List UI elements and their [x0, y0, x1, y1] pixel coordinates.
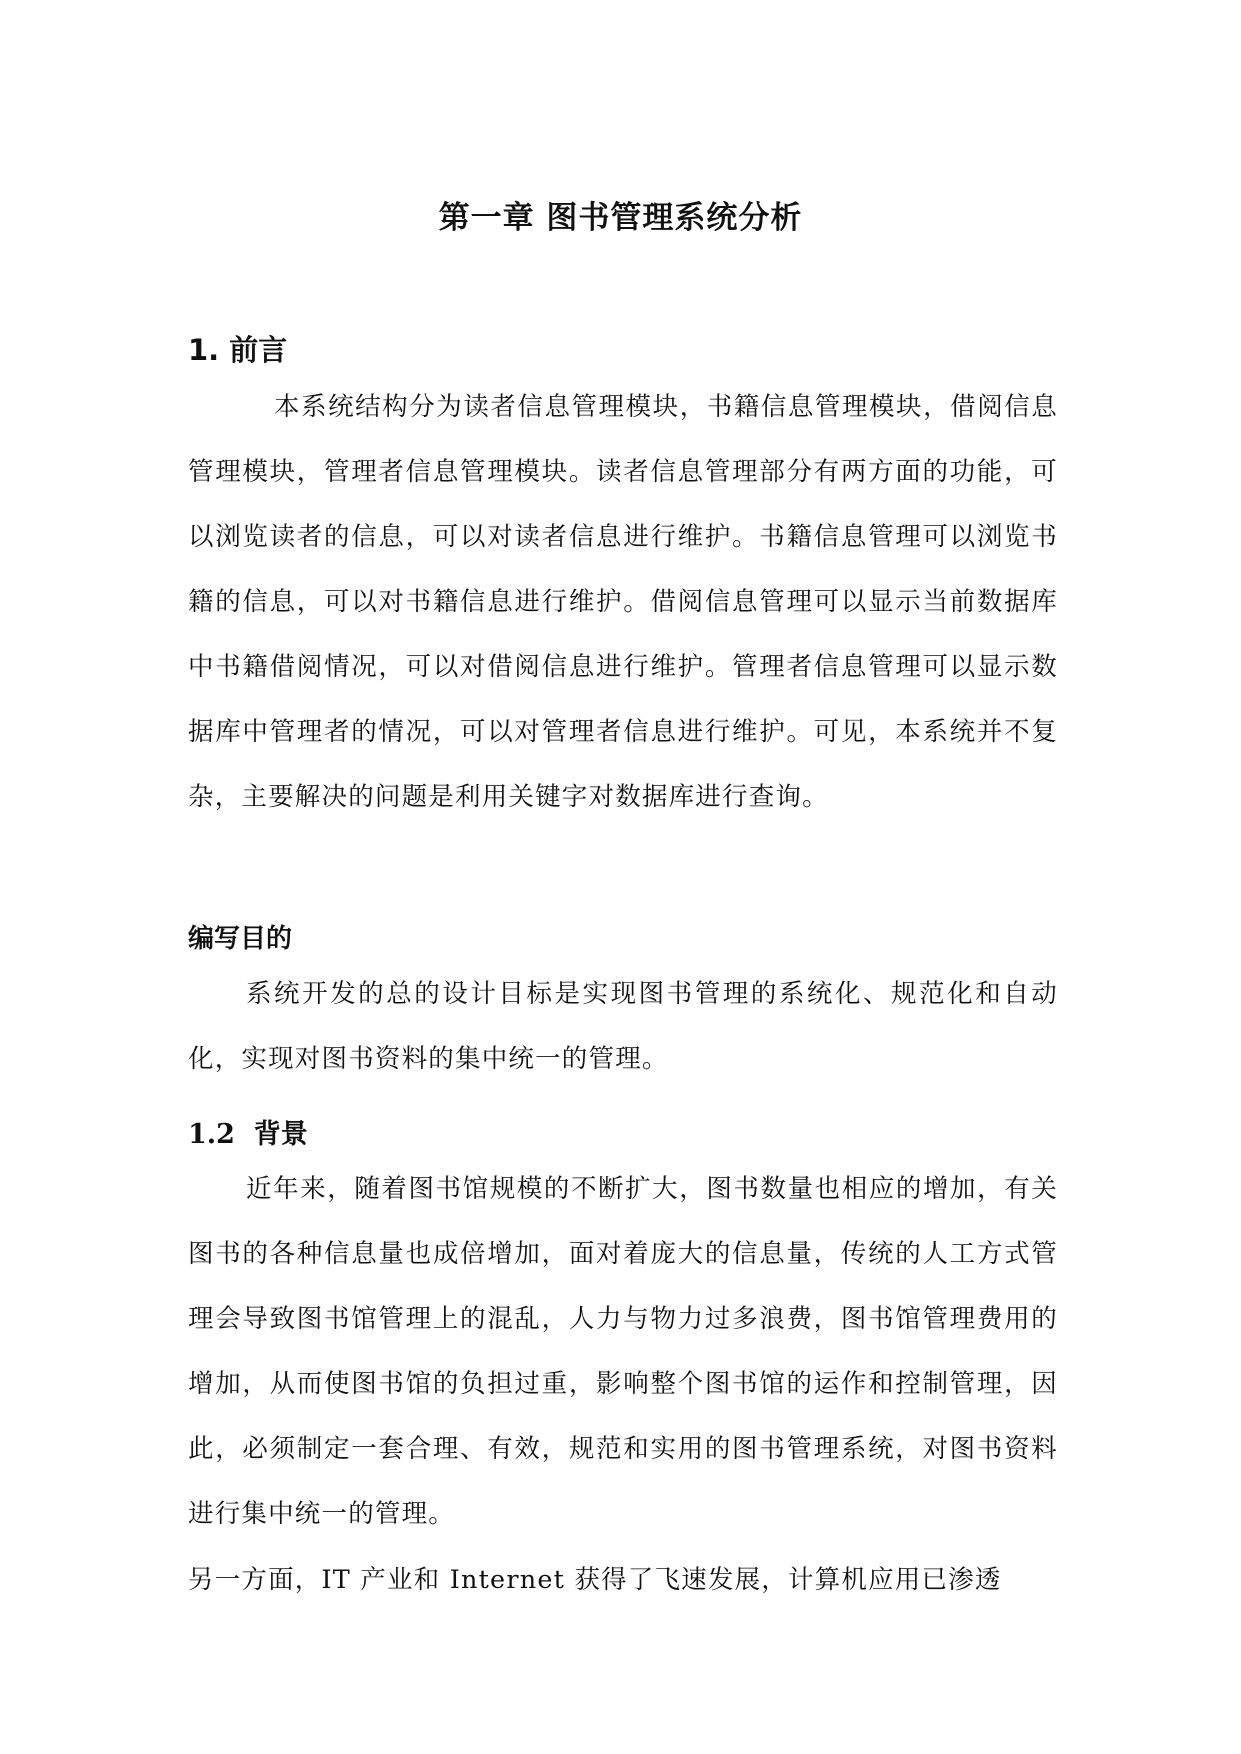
- section-heading-preface: 1. 前言: [188, 333, 288, 367]
- background-paragraph-continued: 另一方面，IT 产业和 Internet 获得了飞速发展，计算机应用已渗透: [188, 1565, 1002, 1595]
- section-heading-label: 背景: [253, 1119, 308, 1150]
- purpose-paragraph: 系统开发的总的设计目标是实现图书管理的系统化、规范化和自动化，实现对图书资料的集中统一的管理。: [188, 979, 1058, 1074]
- chapter-title: 第一章 图书管理系统分析: [438, 200, 803, 236]
- section-heading-purpose: 编写目的: [188, 924, 293, 954]
- section-heading-background: [188, 1112, 308, 1151]
- preface-paragraph: 本系统结构分为读者信息管理模块，书籍信息管理模块，借阅信息管理模块，管理者信息管理模块。读者信息管理部分有两方面的功能，可以浏览读者的信息，可以对读者信息进行维护。书籍信息管理可以浏览书籍的信息，可以对书籍信息进行维护。借阅信息管理可以显示当前数据库中书籍借阅情况，可以对借阅信息进行维护。管理者信息管理可以显示数据库中管理者的情况，可以对管理者信息进行维护。可见，本系统并不复杂，主要解决的问题是利用关键字对数据库进行查询。: [188, 392, 1058, 812]
- background-paragraph: 近年来，随着图书馆规模的不断扩大，图书数量也相应的增加，有关图书的各种信息量也成倍增加，面对着庞大的信息量，传统的人工方式管理会导致图书馆管理上的混乱，人力与物力过多浪费，图书馆管理费用的增加，从而使图书馆的负担过重，影响整个图书馆的运作和控制管理，因此，必须制定一套合理、有效，规范和实用的图书管理系统，对图书资料进行集中统一的管理。: [188, 1174, 1058, 1529]
- section-heading-number: 1.2: [188, 1119, 235, 1150]
